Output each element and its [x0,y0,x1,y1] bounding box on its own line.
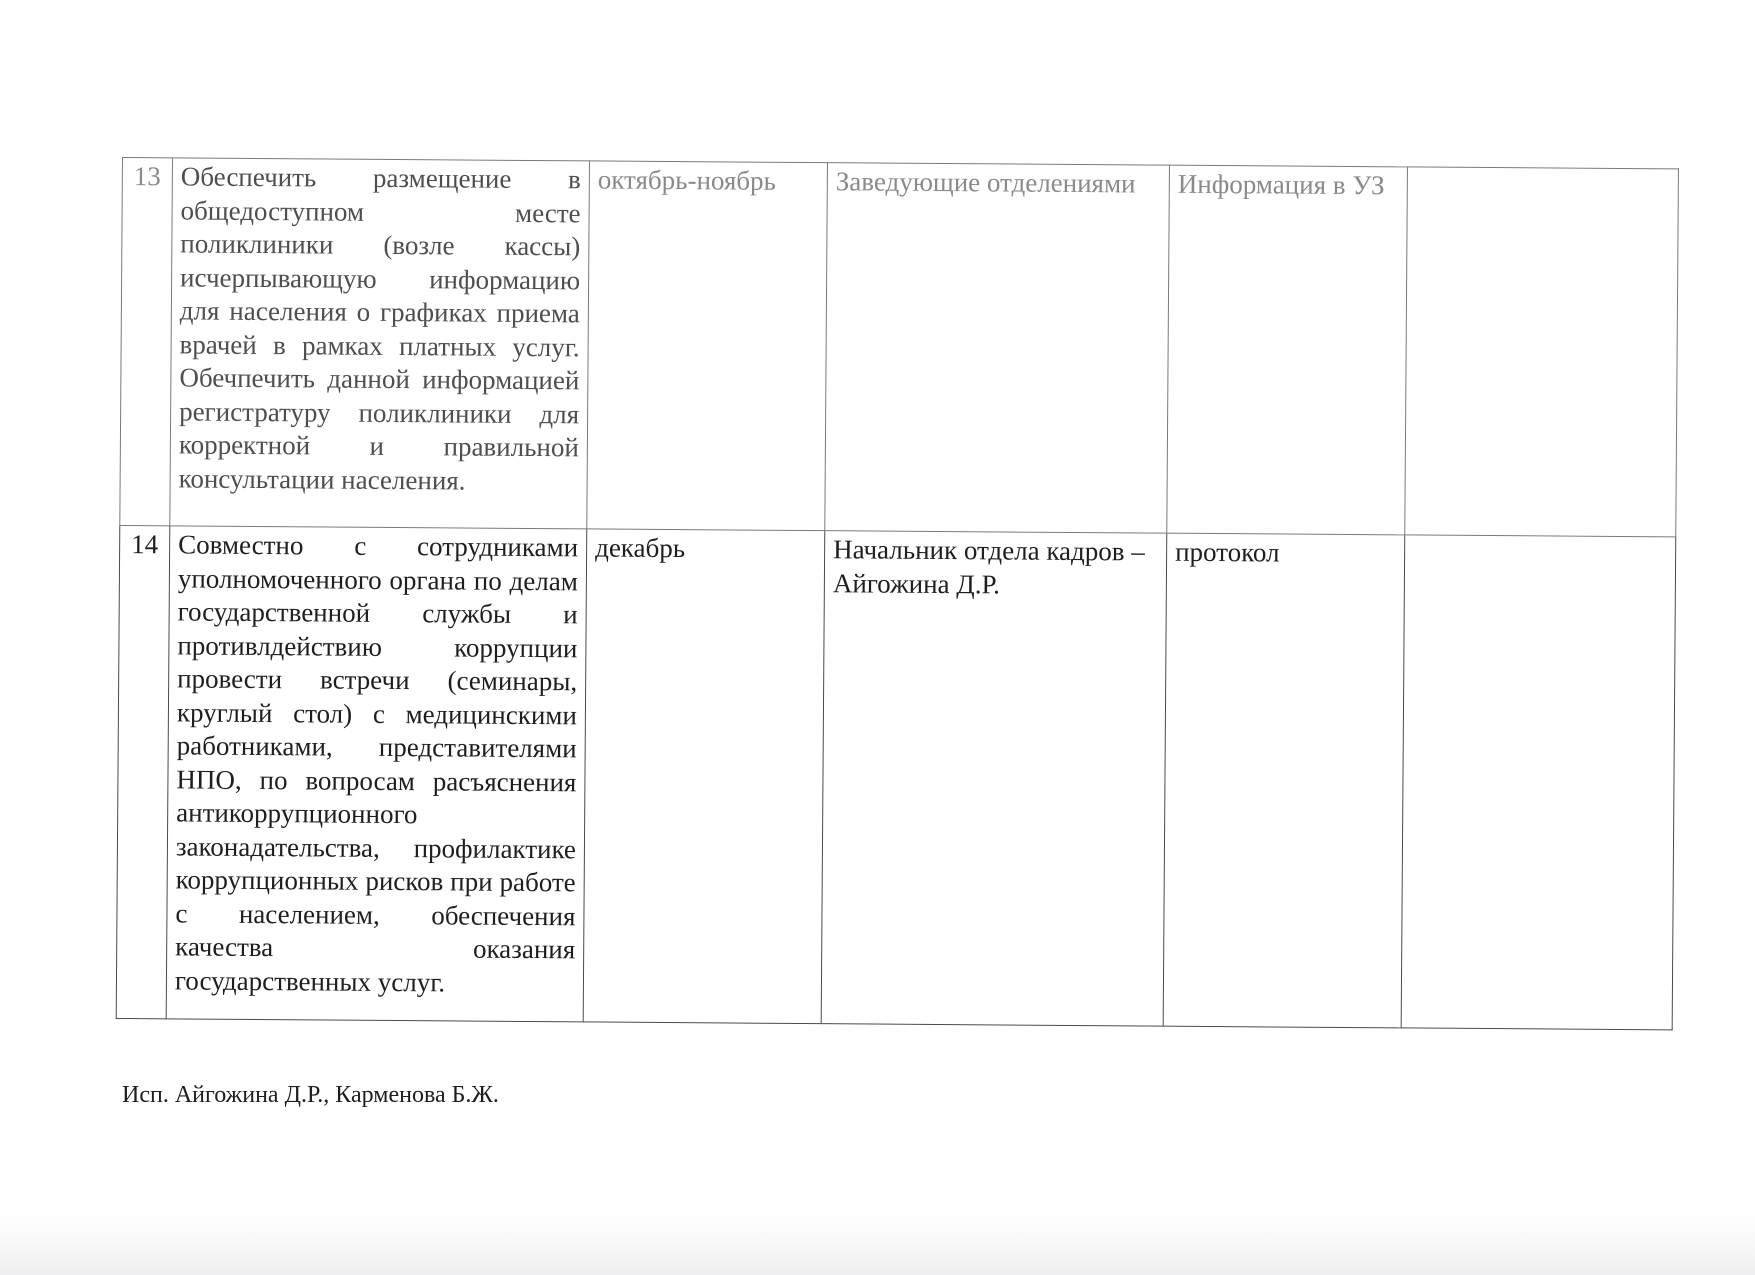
executors-note: Исп. Айгожина Д.Р., Карменова Б.Ж. [122,1082,499,1108]
table-row [116,525,1676,1029]
event-description: Обеспечить размещение в общедоступном месте поликлиники (возле кассы) исчерпывающую информацию для населения о графиках приема врачей в рамках платных услуг. Обечпечить данной информацией регистратуру поликлиники для корректной и правильной консультации населения. [170,158,590,529]
table-row [120,158,1679,537]
event-responsible: Заведующие отделениями [825,163,1170,533]
event-responsible: Начальник отдела кадров – Айгожина Д.Р. [821,531,1167,1026]
event-completion-form: Информация в УЗ [1167,165,1408,535]
event-completion-form: протокол [1163,533,1405,1028]
action-plan-table [116,157,1679,1030]
event-term: октябрь-ноябрь [587,161,828,531]
event-note [1401,535,1676,1030]
event-term: декабрь [583,529,825,1024]
event-description: Совместно с сотрудниками уполномоченного органа по делам государственной службы и противлдействию коррупции провести встречи (семинары, круглый стол) с медицинскими работниками, представителями НПО, по вопросам расъяснения антикоррупционного законадательства, профилактике коррупционных рисков при работе с населением, обеспечения качества оказания государственных услуг. [166,526,587,1022]
scan-shade [0,1215,1755,1275]
row-number: 13 [120,158,173,526]
row-number: 14 [116,525,170,1018]
event-note [1405,167,1679,537]
